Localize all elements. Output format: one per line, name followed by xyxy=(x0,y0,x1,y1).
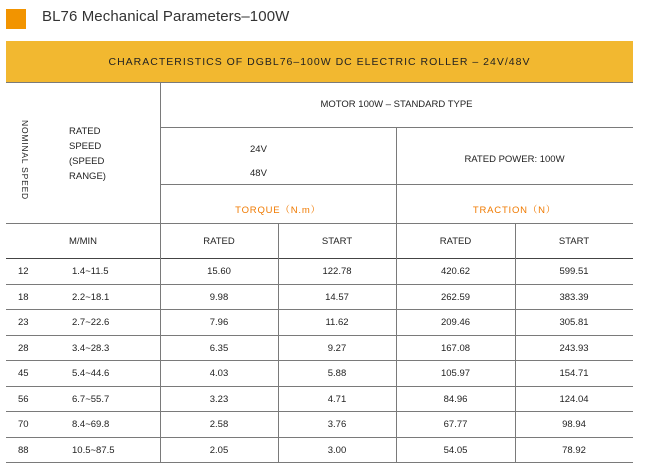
row-torque-rated: 2.05 xyxy=(209,445,229,456)
row-traction-rated: 54.05 xyxy=(443,445,468,456)
row-divider xyxy=(6,284,633,285)
row-divider xyxy=(6,462,633,463)
row-torque-start: 14.57 xyxy=(325,292,349,303)
row-torque-rated: 15.60 xyxy=(207,266,231,277)
grid-line xyxy=(6,223,633,224)
row-range: 8.4~69.8 xyxy=(72,419,110,430)
row-traction-rated: 209.46 xyxy=(440,317,471,328)
row-traction-start: 78.92 xyxy=(562,445,586,456)
row-traction-rated: 262.59 xyxy=(440,292,471,303)
row-traction-rated: 67.77 xyxy=(443,419,468,430)
col-torque-start: START xyxy=(321,236,353,247)
row-speed: 45 xyxy=(18,368,29,379)
row-traction-start: 98.94 xyxy=(562,419,586,430)
voltage-48: 48V xyxy=(250,168,267,179)
rated-power: RATED POWER: 100W xyxy=(464,154,565,165)
row-speed: 12 xyxy=(18,266,29,277)
row-range: 1.4~11.5 xyxy=(72,266,109,277)
rated-speed-line: RANGE) xyxy=(69,171,106,182)
page-title: BL76 Mechanical Parameters–100W xyxy=(42,8,290,25)
col-torque-rated: RATED xyxy=(203,236,235,247)
row-divider xyxy=(6,411,633,412)
header-accent-square xyxy=(6,9,26,29)
row-torque-rated: 3.23 xyxy=(209,394,229,405)
rated-speed-line: SPEED xyxy=(69,141,102,152)
row-torque-start: 9.27 xyxy=(327,343,347,354)
row-traction-start: 154.71 xyxy=(559,368,589,379)
grid-line xyxy=(6,258,633,259)
row-divider xyxy=(6,437,633,438)
nominal-speed-label: NOMINAL SPEED xyxy=(20,120,30,200)
row-torque-start: 5.88 xyxy=(327,368,347,379)
rated-speed-line: (SPEED xyxy=(69,156,105,167)
row-divider xyxy=(6,360,633,361)
row-range: 2.7~22.6 xyxy=(72,317,110,328)
row-range: 2.2~18.1 xyxy=(72,292,110,303)
row-speed: 70 xyxy=(18,419,29,430)
row-divider xyxy=(6,386,633,387)
row-speed: 56 xyxy=(18,394,29,405)
table-banner: CHARACTERISTICS OF DGBL76–100W DC ELECTRIC ROLLER – 24V/48V xyxy=(6,41,633,82)
row-torque-start: 122.78 xyxy=(322,266,352,277)
grid-line xyxy=(6,82,633,83)
row-traction-start: 305.81 xyxy=(559,317,589,328)
row-traction-rated: 420.62 xyxy=(440,266,471,277)
row-torque-start: 4.71 xyxy=(327,394,347,405)
row-torque-rated: 2.58 xyxy=(209,419,229,430)
row-torque-start: 3.00 xyxy=(327,445,347,456)
col-traction-start: START xyxy=(558,236,590,247)
torque-label: TORQUE（N.m） xyxy=(235,205,321,216)
rated-speed-line: RATED xyxy=(69,126,101,137)
row-torque-rated: 7.96 xyxy=(209,317,229,328)
row-torque-rated: 4.03 xyxy=(209,368,229,379)
motor-title: MOTOR 100W – STANDARD TYPE xyxy=(320,99,473,110)
row-range: 10.5~87.5 xyxy=(72,445,115,456)
row-traction-start: 383.39 xyxy=(559,292,589,303)
row-divider xyxy=(6,309,633,310)
voltage-24: 24V xyxy=(250,144,267,155)
row-traction-rated: 84.96 xyxy=(443,394,468,405)
row-traction-start: 599.51 xyxy=(559,266,589,277)
row-range: 6.7~55.7 xyxy=(72,394,110,405)
row-speed: 88 xyxy=(18,445,29,456)
row-traction-start: 124.04 xyxy=(559,394,589,405)
row-torque-rated: 9.98 xyxy=(209,292,229,303)
row-torque-rated: 6.35 xyxy=(209,343,229,354)
unit-label: M/MIN xyxy=(69,236,97,247)
row-torque-start: 3.76 xyxy=(327,419,347,430)
row-traction-rated: 167.08 xyxy=(440,343,471,354)
row-speed: 18 xyxy=(18,292,29,303)
row-traction-start: 243.93 xyxy=(559,343,589,354)
traction-label: TRACTION（N） xyxy=(472,205,557,216)
row-range: 3.4~28.3 xyxy=(72,343,110,354)
row-traction-rated: 105.97 xyxy=(440,368,471,379)
rated-speed-label xyxy=(69,124,106,184)
row-range: 5.4~44.6 xyxy=(72,368,110,379)
col-traction-rated: RATED xyxy=(439,236,472,247)
row-divider xyxy=(6,335,633,336)
row-speed: 23 xyxy=(18,317,29,328)
row-torque-start: 11.62 xyxy=(325,317,349,328)
row-speed: 28 xyxy=(18,343,29,354)
